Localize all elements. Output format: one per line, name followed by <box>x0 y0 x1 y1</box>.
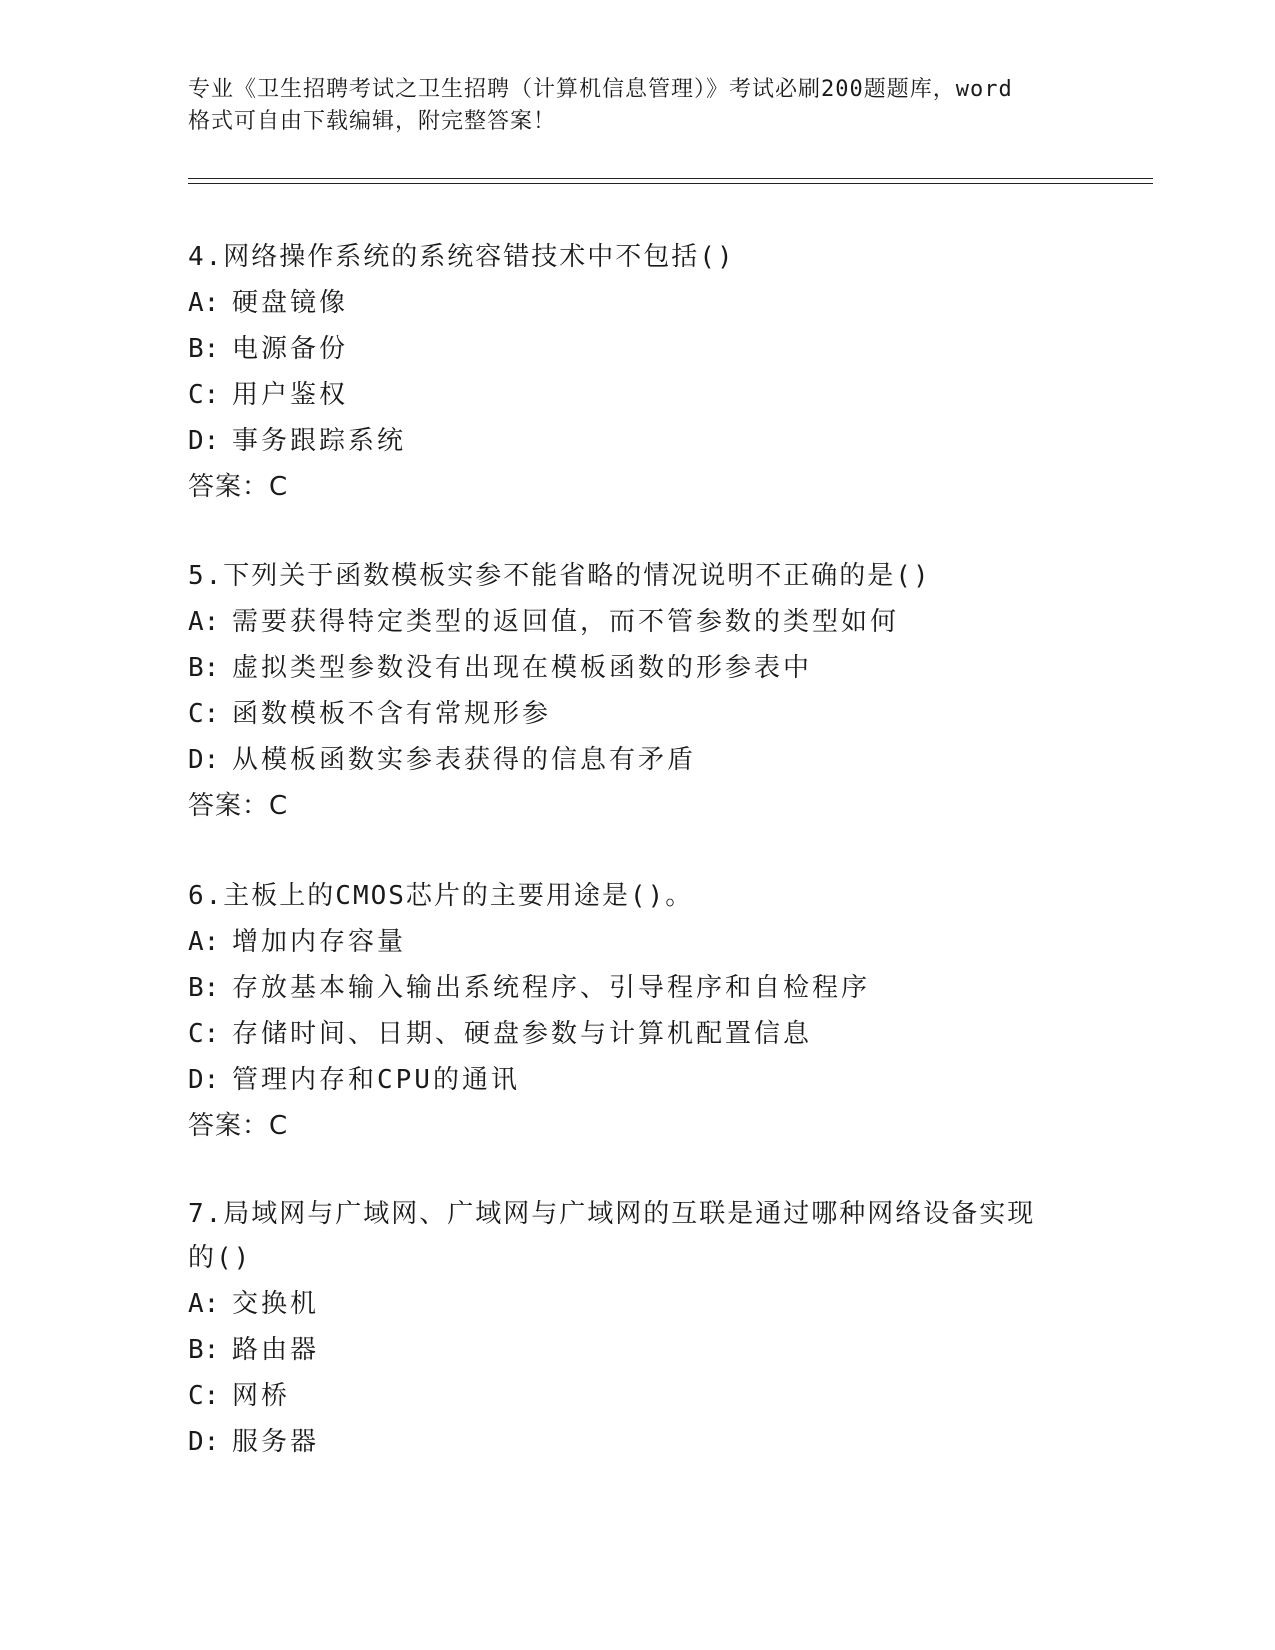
option-text: 存储时间、日期、硬盘参数与计算机配置信息 <box>232 1019 813 1049</box>
option-text: 增加内存容量 <box>232 927 407 957</box>
option-label: B: <box>188 334 220 364</box>
option-label: D: <box>188 745 220 775</box>
option-label: C: <box>188 699 220 729</box>
option-label: C: <box>188 1019 220 1049</box>
question-title: 4.网络操作系统的系统容错技术中不包括() <box>188 242 735 272</box>
option-c <box>188 1018 1088 1050</box>
question-5 <box>188 560 1088 822</box>
option-label: A: <box>188 607 220 637</box>
option-label: D: <box>188 1065 220 1095</box>
question-title: 7.局域网与广域网、广域网与广域网的互联是通过哪种网络设备实现 <box>188 1199 1036 1229</box>
question-title: 6.主板上的CMOS芯片的主要用途是()。 <box>188 881 694 911</box>
option-a <box>188 287 1088 319</box>
option-text: 存放基本输入输出系统程序、引导程序和自检程序 <box>232 973 871 1003</box>
header-divider-bottom <box>188 183 1153 184</box>
option-d <box>188 1426 1088 1458</box>
option-b <box>188 652 1088 684</box>
answer: 答案：C <box>188 1111 289 1141</box>
option-label: C: <box>188 380 220 410</box>
question-6 <box>188 880 1088 1142</box>
option-b <box>188 1334 1088 1366</box>
option-text: 虚拟类型参数没有出现在模板函数的形参表中 <box>232 653 813 683</box>
option-d <box>188 744 1088 776</box>
option-label: B: <box>188 973 220 1003</box>
answer: 答案：C <box>188 791 289 821</box>
option-c <box>188 1380 1088 1412</box>
header-divider-top <box>188 178 1153 179</box>
option-a <box>188 1288 1088 1320</box>
option-label: C: <box>188 1381 220 1411</box>
option-text: 从模板函数实参表获得的信息有矛盾 <box>232 745 697 775</box>
option-text: 需要获得特定类型的返回值，而不管参数的类型如何 <box>232 607 900 637</box>
option-text: 路由器 <box>232 1335 320 1365</box>
option-label: A: <box>188 927 220 957</box>
option-text: 函数模板不含有常规形参 <box>232 699 552 729</box>
option-text: 硬盘镜像 <box>232 288 349 318</box>
document-header <box>188 74 1088 138</box>
option-text: 事务跟踪系统 <box>232 426 407 456</box>
option-label: A: <box>188 1289 220 1319</box>
question-title: 5.下列关于函数模板实参不能省略的情况说明不正确的是() <box>188 561 931 591</box>
option-d <box>188 1064 1088 1096</box>
option-text: 服务器 <box>232 1427 320 1457</box>
question-7 <box>188 1198 1088 1458</box>
header-line-1: 专业《卫生招聘考试之卫生招聘（计算机信息管理）》考试必刷200题题库，word <box>188 77 1013 102</box>
option-b <box>188 333 1088 365</box>
header-line-2: 格式可自由下载编辑，附完整答案！ <box>188 109 557 134</box>
question-title-continuation: 的() <box>188 1243 252 1273</box>
answer: 答案：C <box>188 472 289 502</box>
option-a <box>188 606 1088 638</box>
option-a <box>188 926 1088 958</box>
option-text: 网桥 <box>232 1381 291 1411</box>
option-text: 管理内存和CPU的通讯 <box>232 1065 520 1095</box>
option-b <box>188 972 1088 1004</box>
option-text: 用户鉴权 <box>232 380 349 410</box>
option-label: A: <box>188 288 220 318</box>
option-label: D: <box>188 426 220 456</box>
option-label: B: <box>188 653 220 683</box>
option-label: B: <box>188 1335 220 1365</box>
question-4 <box>188 241 1088 503</box>
option-d <box>188 425 1088 457</box>
option-c <box>188 698 1088 730</box>
option-text: 交换机 <box>232 1289 320 1319</box>
option-c <box>188 379 1088 411</box>
option-label: D: <box>188 1427 220 1457</box>
option-text: 电源备份 <box>232 334 349 364</box>
